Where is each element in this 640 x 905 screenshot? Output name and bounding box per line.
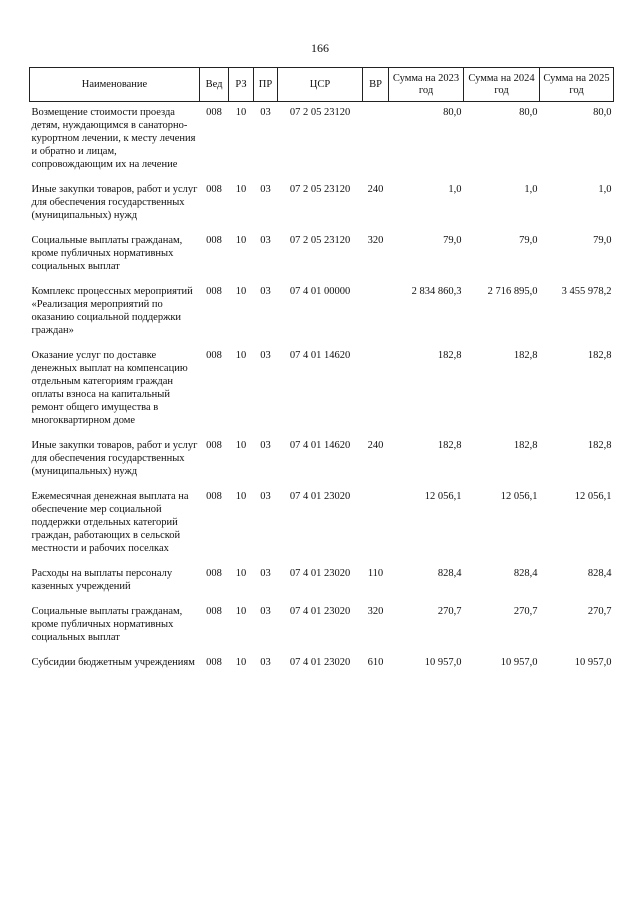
cell-sum-2025: 12 056,1 xyxy=(574,491,612,502)
cell-sum-2025: 10 957,0 xyxy=(574,657,612,668)
cell-sum-2023: 182,8 xyxy=(437,440,462,451)
cell-csr: 07 2 05 23120 xyxy=(289,184,351,195)
cell-pr: 03 xyxy=(260,235,271,246)
table-row xyxy=(30,234,614,285)
cell-sum-2025: 828,4 xyxy=(587,568,612,579)
cell-pr: 03 xyxy=(260,568,271,579)
cell-csr: 07 4 01 23020 xyxy=(289,568,351,579)
cell-ved: 008 xyxy=(206,107,222,118)
cell-sum-2023: 2 834 860,3 xyxy=(411,286,462,297)
header-ved: Вед xyxy=(200,68,229,102)
table-header-row xyxy=(30,68,614,102)
cell-sum-2024: 79,0 xyxy=(519,235,538,246)
cell-vr xyxy=(363,490,389,567)
cell-vr: 240 xyxy=(367,440,384,451)
cell-sum-2024: 270,7 xyxy=(513,606,538,617)
cell-rz: 10 xyxy=(235,491,247,502)
cell-sum-2023: 80,0 xyxy=(443,107,462,118)
header-sum-2023: Сумма на 2023 год xyxy=(389,68,464,102)
table-row xyxy=(30,605,614,656)
header-csr: ЦСР xyxy=(278,68,363,102)
header-vr: ВР xyxy=(363,68,389,102)
cell-rz: 10 xyxy=(235,657,247,668)
cell-sum-2025: 3 455 978,2 xyxy=(561,286,612,297)
cell-sum-2023: 182,8 xyxy=(437,350,462,361)
table-row xyxy=(30,567,614,605)
cell-csr: 07 4 01 14620 xyxy=(289,440,351,451)
cell-vr: 240 xyxy=(367,184,384,195)
cell-pr: 03 xyxy=(260,184,271,195)
cell-sum-2025: 79,0 xyxy=(593,235,612,246)
cell-sum-2024: 182,8 xyxy=(513,440,538,451)
cell-name: Расходы на выплаты персоналу казенных учреждений xyxy=(31,568,173,592)
cell-pr: 03 xyxy=(260,350,271,361)
cell-sum-2024: 80,0 xyxy=(519,107,538,118)
cell-sum-2023: 12 056,1 xyxy=(424,491,462,502)
table-row xyxy=(30,490,614,567)
cell-pr: 03 xyxy=(260,107,271,118)
cell-rz: 10 xyxy=(235,107,247,118)
cell-name: Иные закупки товаров, работ и услуг для обеспечения государственных (муниципальных) нужд xyxy=(31,440,198,477)
header-sum-2024: Сумма на 2024 год xyxy=(464,68,540,102)
cell-sum-2023: 10 957,0 xyxy=(424,657,462,668)
cell-csr: 07 2 05 23120 xyxy=(289,235,351,246)
page-number: 166 xyxy=(311,41,329,55)
cell-ved: 008 xyxy=(206,568,222,579)
cell-sum-2023: 270,7 xyxy=(437,606,462,617)
cell-vr: 320 xyxy=(367,235,384,246)
cell-sum-2024: 10 957,0 xyxy=(500,657,538,668)
cell-sum-2024: 2 716 895,0 xyxy=(487,286,538,297)
cell-sum-2025: 270,7 xyxy=(587,606,612,617)
cell-vr: 110 xyxy=(367,568,384,579)
table-row xyxy=(30,439,614,490)
cell-rz: 10 xyxy=(235,350,247,361)
cell-vr xyxy=(363,102,389,184)
cell-ved: 008 xyxy=(206,491,222,502)
cell-name: Оказание услуг по доставке денежных выплат на компенсацию отдельным категориям граждан оплаты взноса на капитальный ремонт общего имущества в многоквартирном доме xyxy=(31,350,188,426)
cell-ved: 008 xyxy=(206,184,222,195)
cell-ved: 008 xyxy=(206,286,222,297)
cell-sum-2025: 182,8 xyxy=(587,350,612,361)
table-body xyxy=(30,102,614,682)
table-row xyxy=(30,285,614,349)
table-row xyxy=(30,183,614,234)
cell-csr: 07 4 01 14620 xyxy=(289,350,351,361)
cell-sum-2024: 828,4 xyxy=(513,568,538,579)
cell-rz: 10 xyxy=(235,235,247,246)
cell-pr: 03 xyxy=(260,657,271,668)
header-name: Наименование xyxy=(30,68,200,102)
cell-ved: 008 xyxy=(206,606,222,617)
cell-vr: 610 xyxy=(367,657,384,668)
header-rz: РЗ xyxy=(229,68,254,102)
cell-sum-2025: 1,0 xyxy=(598,184,612,195)
cell-sum-2023: 79,0 xyxy=(443,235,462,246)
cell-ved: 008 xyxy=(206,657,222,668)
cell-csr: 07 4 01 23020 xyxy=(289,491,351,502)
cell-ved: 008 xyxy=(206,235,222,246)
header-sum-2025: Сумма на 2025 год xyxy=(540,68,614,102)
cell-rz: 10 xyxy=(235,606,247,617)
budget-table xyxy=(29,67,614,681)
cell-rz: 10 xyxy=(235,286,247,297)
cell-name: Социальные выплаты гражданам, кроме публичных нормативных социальных выплат xyxy=(31,235,183,272)
cell-vr xyxy=(363,349,389,439)
cell-vr xyxy=(363,285,389,349)
cell-csr: 07 4 01 00000 xyxy=(289,286,351,297)
cell-sum-2024: 12 056,1 xyxy=(500,491,538,502)
table-row xyxy=(30,349,614,439)
cell-rz: 10 xyxy=(235,440,247,451)
cell-csr: 07 4 01 23020 xyxy=(289,606,351,617)
header-pr: ПР xyxy=(254,68,278,102)
cell-pr: 03 xyxy=(260,286,271,297)
cell-sum-2024: 182,8 xyxy=(513,350,538,361)
cell-name: Возмещение стоимости проезда детям, нуждающимся в санаторно-курортном лечении, к месту лечения и обратно и лицам, сопровождающим их на лечение xyxy=(31,107,196,170)
table-row xyxy=(30,656,614,681)
cell-sum-2025: 80,0 xyxy=(593,107,612,118)
cell-name: Социальные выплаты гражданам, кроме публичных нормативных социальных выплат xyxy=(31,606,183,643)
cell-ved: 008 xyxy=(206,440,222,451)
cell-vr: 320 xyxy=(367,606,384,617)
table-row xyxy=(30,102,614,184)
cell-sum-2023: 828,4 xyxy=(437,568,462,579)
cell-name: Комплекс процессных мероприятий «Реализация мероприятий по оказанию социальной поддержки граждан» xyxy=(31,286,193,336)
cell-pr: 03 xyxy=(260,440,271,451)
cell-name: Иные закупки товаров, работ и услуг для обеспечения государственных (муниципальных) нужд xyxy=(31,184,198,221)
cell-pr: 03 xyxy=(260,606,271,617)
cell-name: Ежемесячная денежная выплата на обеспечение мер социальной поддержки отдельных категорий граждан, работающих в сельской местности и рабочих поселках xyxy=(31,491,189,554)
cell-rz: 10 xyxy=(235,568,247,579)
cell-csr: 07 2 05 23120 xyxy=(289,107,351,118)
cell-sum-2024: 1,0 xyxy=(524,184,538,195)
cell-pr: 03 xyxy=(260,491,271,502)
cell-rz: 10 xyxy=(235,184,247,195)
cell-csr: 07 4 01 23020 xyxy=(289,657,351,668)
cell-name: Субсидии бюджетным учреждениям xyxy=(31,657,195,668)
cell-ved: 008 xyxy=(206,350,222,361)
cell-sum-2025: 182,8 xyxy=(587,440,612,451)
cell-sum-2023: 1,0 xyxy=(448,184,462,195)
